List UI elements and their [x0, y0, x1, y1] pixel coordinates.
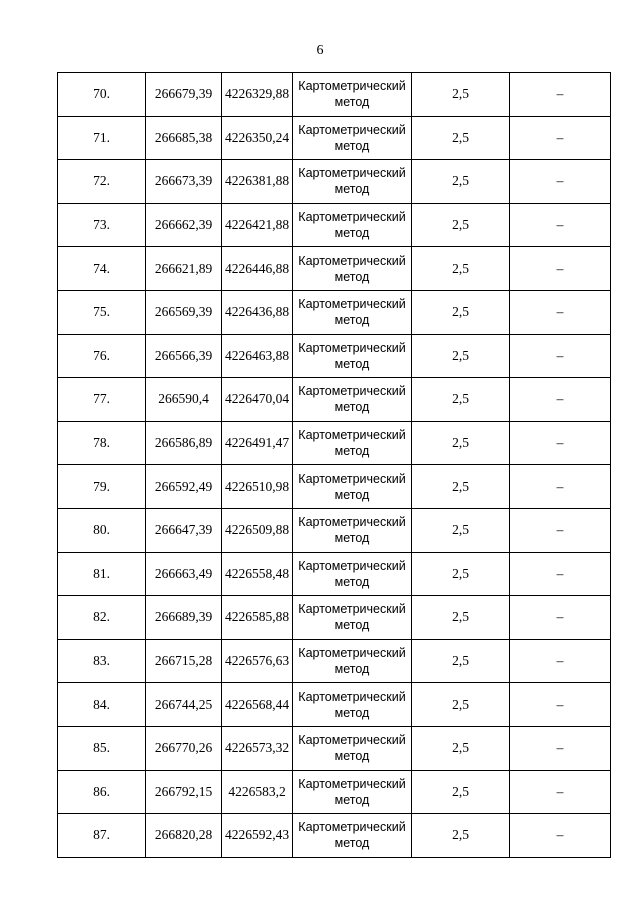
x-coordinate: 266590,4	[146, 378, 222, 422]
method-line-1: Картометрический	[298, 602, 406, 617]
method-line-1: Картометрический	[298, 340, 406, 355]
note-cell: –	[510, 814, 611, 858]
note-cell: –	[510, 203, 611, 247]
method-line-1: Картометрический	[298, 646, 406, 661]
point-number: 82.	[58, 596, 146, 640]
note-cell: –	[510, 290, 611, 334]
y-coordinate: 4226558,48	[222, 552, 293, 596]
table-row	[58, 508, 611, 552]
method-cell	[293, 116, 412, 160]
table-row	[58, 334, 611, 378]
method-line-2: метод	[334, 444, 370, 459]
method-line-2: метод	[334, 836, 370, 851]
note-cell: –	[510, 421, 611, 465]
method-line-2: метод	[334, 705, 370, 720]
y-coordinate: 4226568,44	[222, 683, 293, 727]
page-number: 6	[316, 43, 324, 58]
y-coordinate: 4226491,47	[222, 421, 293, 465]
y-coordinate: 4226583,2	[222, 770, 293, 814]
point-number: 78.	[58, 421, 146, 465]
method-line-2: метод	[334, 662, 370, 677]
note-cell: –	[510, 116, 611, 160]
table-row	[58, 203, 611, 247]
x-coordinate: 266647,39	[146, 508, 222, 552]
accuracy-value: 2,5	[412, 552, 510, 596]
point-number: 86.	[58, 770, 146, 814]
table-row	[58, 726, 611, 770]
note-cell: –	[510, 639, 611, 683]
method-line-2: метод	[334, 487, 370, 502]
method-line-1: Картометрический	[298, 384, 406, 399]
accuracy-value: 2,5	[412, 73, 510, 117]
table-body	[58, 73, 611, 858]
method-line-1: Картометрический	[298, 166, 406, 181]
method-cell	[293, 465, 412, 509]
y-coordinate: 4226381,88	[222, 160, 293, 204]
method-line-1: Картометрический	[298, 558, 406, 573]
method-line-2: метод	[334, 182, 370, 197]
method-line-2: метод	[334, 269, 370, 284]
point-number: 72.	[58, 160, 146, 204]
method-line-2: метод	[334, 749, 370, 764]
method-line-1: Картометрический	[298, 297, 406, 312]
method-cell	[293, 552, 412, 596]
x-coordinate: 266663,49	[146, 552, 222, 596]
x-coordinate: 266820,28	[146, 814, 222, 858]
method-cell	[293, 639, 412, 683]
point-number: 76.	[58, 334, 146, 378]
accuracy-value: 2,5	[412, 596, 510, 640]
method-cell	[293, 770, 412, 814]
accuracy-value: 2,5	[412, 639, 510, 683]
x-coordinate: 266592,49	[146, 465, 222, 509]
x-coordinate: 266685,38	[146, 116, 222, 160]
accuracy-value: 2,5	[412, 508, 510, 552]
method-line-2: метод	[334, 531, 370, 546]
y-coordinate: 4226510,98	[222, 465, 293, 509]
accuracy-value: 2,5	[412, 421, 510, 465]
method-cell	[293, 160, 412, 204]
y-coordinate: 4226463,88	[222, 334, 293, 378]
method-line-2: метод	[334, 313, 370, 328]
accuracy-value: 2,5	[412, 814, 510, 858]
table-row	[58, 73, 611, 117]
accuracy-value: 2,5	[412, 378, 510, 422]
method-line-2: метод	[334, 574, 370, 589]
method-line-1: Картометрический	[298, 428, 406, 443]
table-row	[58, 421, 611, 465]
x-coordinate: 266566,39	[146, 334, 222, 378]
y-coordinate: 4226585,88	[222, 596, 293, 640]
x-coordinate: 266689,39	[146, 596, 222, 640]
accuracy-value: 2,5	[412, 290, 510, 334]
x-coordinate: 266679,39	[146, 73, 222, 117]
point-number: 77.	[58, 378, 146, 422]
method-line-1: Картометрический	[298, 733, 406, 748]
method-cell	[293, 203, 412, 247]
table-row	[58, 770, 611, 814]
method-cell	[293, 334, 412, 378]
note-cell: –	[510, 465, 611, 509]
table-row	[58, 247, 611, 291]
point-number: 87.	[58, 814, 146, 858]
y-coordinate: 4226350,24	[222, 116, 293, 160]
method-line-2: метод	[334, 226, 370, 241]
point-number: 85.	[58, 726, 146, 770]
note-cell: –	[510, 552, 611, 596]
point-number: 75.	[58, 290, 146, 334]
table-row	[58, 465, 611, 509]
y-coordinate: 4226436,88	[222, 290, 293, 334]
method-line-1: Картометрический	[298, 515, 406, 530]
coordinates-table	[57, 72, 611, 858]
accuracy-value: 2,5	[412, 160, 510, 204]
x-coordinate: 266770,26	[146, 726, 222, 770]
method-line-1: Картометрический	[298, 471, 406, 486]
accuracy-value: 2,5	[412, 116, 510, 160]
method-cell	[293, 73, 412, 117]
y-coordinate: 4226329,88	[222, 73, 293, 117]
y-coordinate: 4226509,88	[222, 508, 293, 552]
method-line-2: метод	[334, 400, 370, 415]
x-coordinate: 266586,89	[146, 421, 222, 465]
note-cell: –	[510, 73, 611, 117]
note-cell: –	[510, 247, 611, 291]
x-coordinate: 266673,39	[146, 160, 222, 204]
point-number: 71.	[58, 116, 146, 160]
method-line-1: Картометрический	[298, 210, 406, 225]
accuracy-value: 2,5	[412, 465, 510, 509]
method-cell	[293, 726, 412, 770]
note-cell: –	[510, 334, 611, 378]
note-cell: –	[510, 683, 611, 727]
note-cell: –	[510, 596, 611, 640]
table-row	[58, 814, 611, 858]
point-number: 81.	[58, 552, 146, 596]
method-line-1: Картометрический	[298, 776, 406, 791]
method-line-2: метод	[334, 138, 370, 153]
accuracy-value: 2,5	[412, 334, 510, 378]
table-row	[58, 683, 611, 727]
accuracy-value: 2,5	[412, 203, 510, 247]
table-row	[58, 639, 611, 683]
x-coordinate: 266621,89	[146, 247, 222, 291]
method-cell	[293, 683, 412, 727]
point-number: 83.	[58, 639, 146, 683]
table-row	[58, 116, 611, 160]
method-cell	[293, 596, 412, 640]
point-number: 84.	[58, 683, 146, 727]
method-cell	[293, 814, 412, 858]
accuracy-value: 2,5	[412, 726, 510, 770]
method-line-1: Картометрический	[298, 79, 406, 94]
method-cell	[293, 290, 412, 334]
table-row	[58, 552, 611, 596]
x-coordinate: 266662,39	[146, 203, 222, 247]
point-number: 79.	[58, 465, 146, 509]
table-row	[58, 290, 611, 334]
x-coordinate: 266569,39	[146, 290, 222, 334]
method-line-1: Картометрический	[298, 253, 406, 268]
note-cell: –	[510, 726, 611, 770]
note-cell: –	[510, 378, 611, 422]
method-line-2: метод	[334, 356, 370, 371]
y-coordinate: 4226592,43	[222, 814, 293, 858]
accuracy-value: 2,5	[412, 247, 510, 291]
x-coordinate: 266744,25	[146, 683, 222, 727]
table-row	[58, 596, 611, 640]
y-coordinate: 4226470,04	[222, 378, 293, 422]
point-number: 70.	[58, 73, 146, 117]
method-line-1: Картометрический	[298, 689, 406, 704]
method-cell	[293, 378, 412, 422]
method-line-2: метод	[334, 95, 370, 110]
method-line-1: Картометрический	[298, 820, 406, 835]
table-row	[58, 378, 611, 422]
y-coordinate: 4226446,88	[222, 247, 293, 291]
table-row	[58, 160, 611, 204]
method-line-2: метод	[334, 618, 370, 633]
y-coordinate: 4226573,32	[222, 726, 293, 770]
y-coordinate: 4226421,88	[222, 203, 293, 247]
x-coordinate: 266715,28	[146, 639, 222, 683]
accuracy-value: 2,5	[412, 770, 510, 814]
point-number: 73.	[58, 203, 146, 247]
point-number: 74.	[58, 247, 146, 291]
accuracy-value: 2,5	[412, 683, 510, 727]
method-cell	[293, 508, 412, 552]
y-coordinate: 4226576,63	[222, 639, 293, 683]
note-cell: –	[510, 508, 611, 552]
note-cell: –	[510, 770, 611, 814]
method-line-1: Картометрический	[298, 122, 406, 137]
note-cell: –	[510, 160, 611, 204]
x-coordinate: 266792,15	[146, 770, 222, 814]
point-number: 80.	[58, 508, 146, 552]
method-line-2: метод	[334, 792, 370, 807]
method-cell	[293, 247, 412, 291]
method-cell	[293, 421, 412, 465]
